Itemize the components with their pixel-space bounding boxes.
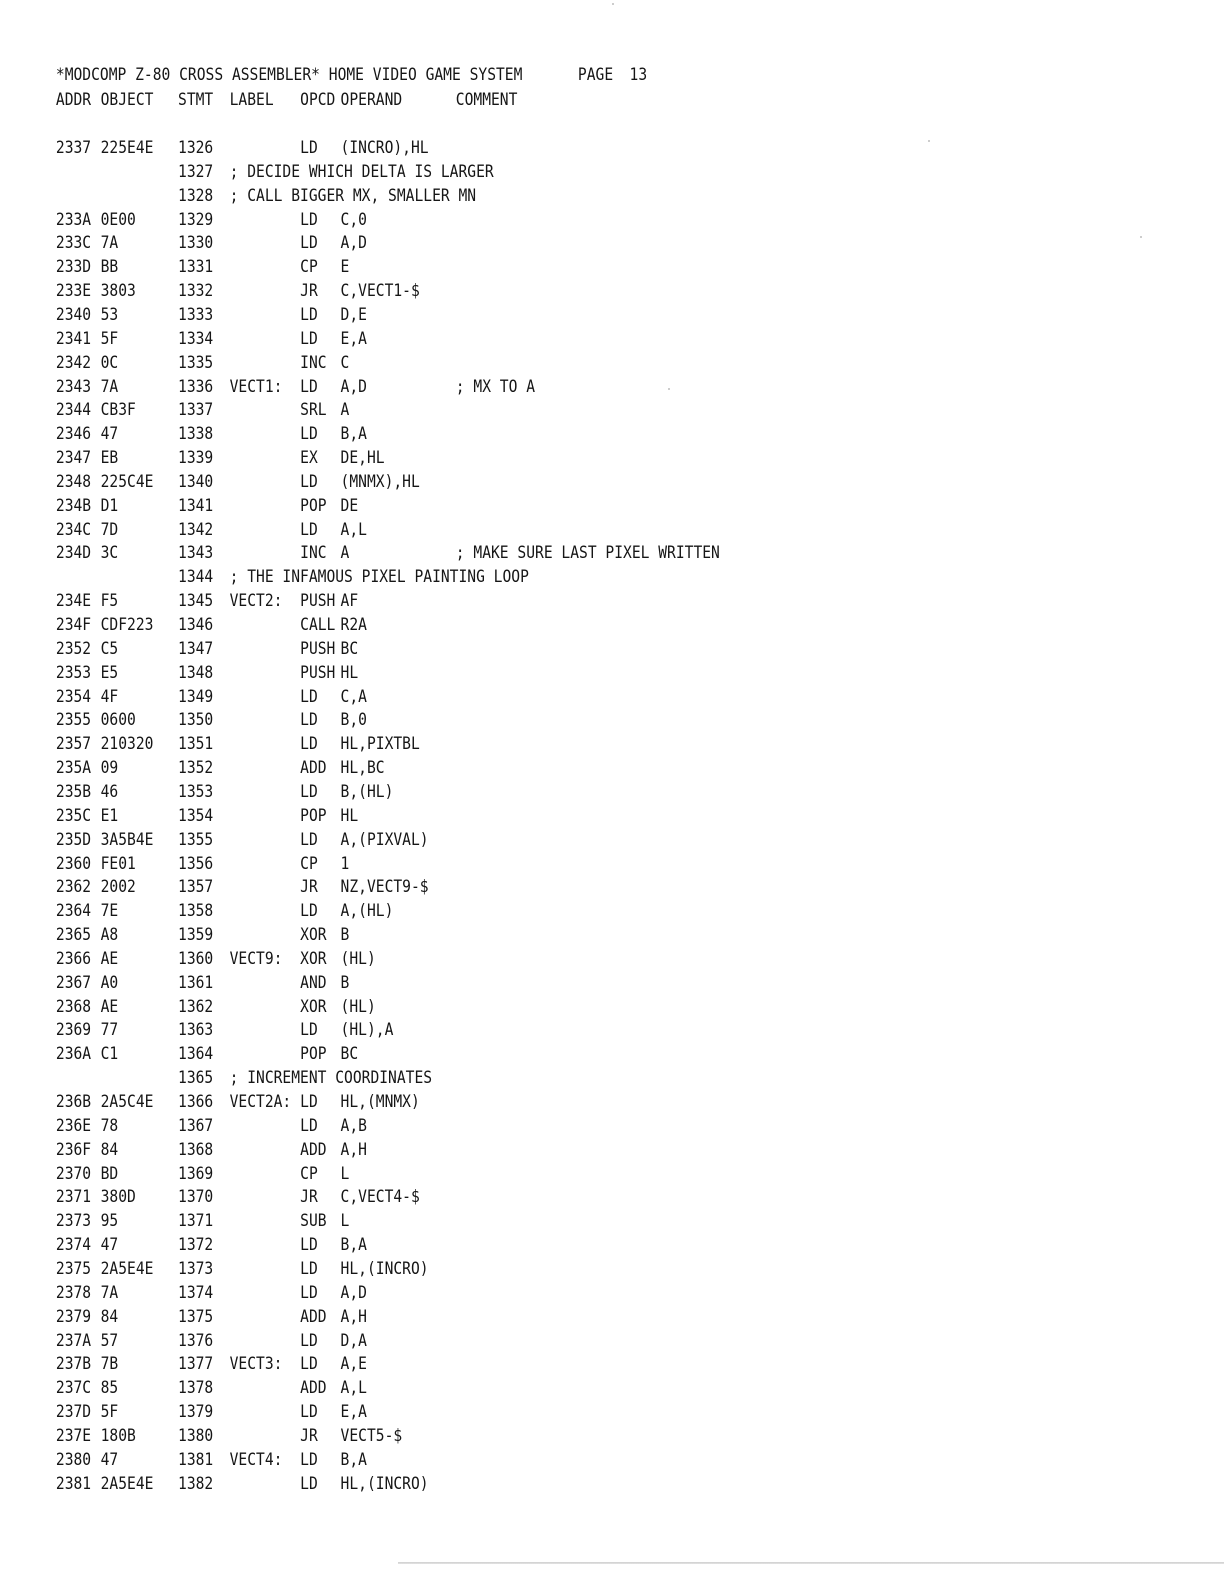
opcode-cell: LD xyxy=(300,304,318,325)
object-cell: 5F xyxy=(100,328,119,349)
opcode-cell: LD xyxy=(300,1330,318,1351)
addr-cell: 2353 xyxy=(55,662,92,683)
object-cell: 84 xyxy=(100,1306,119,1327)
stmt-cell: 1356 xyxy=(178,853,214,874)
addr-cell: 2374 xyxy=(55,1235,92,1256)
operand-cell: E,A xyxy=(340,328,367,349)
opcode-cell: CP xyxy=(300,257,318,278)
addr-cell: 234D xyxy=(55,543,92,564)
stmt-cell: 1352 xyxy=(178,758,214,779)
operand-cell: B xyxy=(340,925,350,946)
addr-cell: 234E xyxy=(55,591,92,612)
opcode-cell: LD xyxy=(300,686,318,707)
operand-cell: (HL) xyxy=(340,948,376,969)
object-cell: 0E00 xyxy=(100,209,136,230)
addr-cell: 2352 xyxy=(55,638,92,659)
opcode-cell: ADD xyxy=(300,1306,327,1327)
operand-cell: C,0 xyxy=(340,209,367,230)
scan-speck xyxy=(612,3,614,5)
addr-cell: 235C xyxy=(55,805,92,826)
stmt-cell: 1359 xyxy=(178,925,214,946)
operand-cell: D,E xyxy=(340,304,367,325)
operand-cell: A xyxy=(340,400,350,421)
object-cell: 53 xyxy=(100,304,119,325)
opcode-cell: ADD xyxy=(300,1378,327,1399)
stmt-cell: 1333 xyxy=(178,304,214,325)
object-cell: FE01 xyxy=(100,853,136,874)
opcode-cell: LD xyxy=(300,1092,318,1112)
object-cell: 4F xyxy=(100,686,119,707)
operand-cell: 1 xyxy=(340,853,350,874)
addr-cell: 2381 xyxy=(55,1473,92,1494)
opcode-cell: PUSH xyxy=(300,638,336,659)
stmt-cell: 1349 xyxy=(178,686,214,707)
object-cell: 2A5C4E xyxy=(100,1092,154,1112)
operand-cell: HL,(INCRO) xyxy=(340,1473,429,1494)
stmt-cell: 1348 xyxy=(178,662,214,683)
operand-cell: BC xyxy=(340,638,359,659)
stmt-cell: 1376 xyxy=(178,1330,214,1351)
operand-cell: B,A xyxy=(340,1235,367,1256)
opcode-cell: POP xyxy=(300,805,327,826)
stmt-cell: 1377 xyxy=(178,1354,214,1375)
stmt-cell: 1328 xyxy=(178,185,214,206)
stmt-cell: 1365 xyxy=(178,1068,214,1089)
opcode-cell: LD xyxy=(300,781,318,802)
operand-cell: A,D xyxy=(340,376,367,397)
object-cell: BD xyxy=(100,1163,119,1184)
opcode-cell: INC xyxy=(300,543,327,564)
operand-cell: A,E xyxy=(340,1354,367,1375)
operand-cell: HL,BC xyxy=(340,758,385,779)
opcode-cell: SUB xyxy=(300,1211,327,1232)
object-cell: BB xyxy=(100,257,119,278)
operand-cell: A,L xyxy=(340,519,367,540)
object-cell: D1 xyxy=(100,495,119,516)
stmt-cell: 1344 xyxy=(178,567,214,588)
scan-speck xyxy=(668,388,670,390)
object-cell: 0600 xyxy=(100,710,136,731)
label-cell: VECT1: xyxy=(229,376,283,397)
stmt-cell: 1364 xyxy=(178,1044,214,1065)
object-cell: EB xyxy=(100,448,119,469)
addr-cell: 235A xyxy=(55,758,92,779)
object-cell: E5 xyxy=(100,662,119,683)
page-number: 13 xyxy=(629,65,648,85)
addr-cell: 2343 xyxy=(55,376,92,397)
bottom-edge-line xyxy=(398,1562,1224,1564)
opcode-cell: PUSH xyxy=(300,591,336,612)
stmt-cell: 1346 xyxy=(178,615,214,635)
addr-cell: 2362 xyxy=(55,877,92,898)
operand-cell: B,A xyxy=(340,424,367,445)
operand-cell: DE xyxy=(340,495,359,516)
opcode-cell: LD xyxy=(300,424,318,445)
addr-cell: 236A xyxy=(55,1044,92,1065)
operand-cell: (MNMX),HL xyxy=(340,471,420,492)
object-cell: 210320 xyxy=(100,734,154,755)
stmt-cell: 1355 xyxy=(178,829,214,850)
operand-cell: HL,(MNMX) xyxy=(340,1092,420,1112)
addr-cell: 2357 xyxy=(55,734,92,755)
opcode-cell: LD xyxy=(300,710,318,731)
operand-cell: L xyxy=(340,1163,350,1184)
addr-cell: 2370 xyxy=(55,1163,92,1184)
object-cell: 180B xyxy=(100,1425,136,1446)
operand-cell: R2A xyxy=(340,615,367,635)
opcode-cell: LD xyxy=(300,209,318,230)
opcode-cell: LD xyxy=(300,1473,318,1494)
operand-cell: C,VECT1-$ xyxy=(340,281,420,302)
addr-cell: 237E xyxy=(55,1425,92,1446)
stmt-cell: 1370 xyxy=(178,1187,214,1208)
stmt-cell: 1338 xyxy=(178,424,214,445)
col-opcd-header: OPCD xyxy=(300,90,336,110)
addr-cell: 2364 xyxy=(55,901,92,922)
operand-cell: A,(HL) xyxy=(340,901,394,922)
opcode-cell: ADD xyxy=(300,1139,327,1160)
addr-cell: 234C xyxy=(55,519,92,540)
operand-cell: (HL) xyxy=(340,996,376,1017)
label-cell: ; DECIDE WHICH DELTA IS LARGER xyxy=(229,161,494,182)
stmt-cell: 1351 xyxy=(178,734,214,755)
stmt-cell: 1337 xyxy=(178,400,214,421)
opcode-cell: CP xyxy=(300,1163,318,1184)
opcode-cell: XOR xyxy=(300,925,327,946)
addr-cell: 2371 xyxy=(55,1187,92,1208)
addr-cell: 233C xyxy=(55,233,92,254)
opcode-cell: CALL xyxy=(300,615,336,635)
label-cell: ; CALL BIGGER MX, SMALLER MN xyxy=(229,185,477,206)
opcode-cell: LD xyxy=(300,138,318,158)
opcode-cell: INC xyxy=(300,352,327,373)
opcode-cell: LD xyxy=(300,1282,318,1303)
addr-cell: 2348 xyxy=(55,471,92,492)
stmt-cell: 1382 xyxy=(178,1473,214,1494)
addr-cell: 237B xyxy=(55,1354,92,1375)
object-cell: 7B xyxy=(100,1354,119,1375)
addr-cell: 236F xyxy=(55,1139,92,1160)
object-cell: 2A5E4E xyxy=(100,1258,154,1279)
operand-cell: VECT5-$ xyxy=(340,1425,403,1446)
operand-cell: (HL),A xyxy=(340,1020,394,1041)
label-cell: VECT2: xyxy=(229,591,283,612)
addr-cell: 2347 xyxy=(55,448,92,469)
object-cell: 78 xyxy=(100,1115,119,1136)
object-cell: 7D xyxy=(100,519,119,540)
stmt-cell: 1341 xyxy=(178,495,214,516)
object-cell: 47 xyxy=(100,424,119,445)
object-cell: 225C4E xyxy=(100,471,154,492)
operand-cell: (INCRO),HL xyxy=(340,138,429,158)
opcode-cell: LD xyxy=(300,471,318,492)
addr-cell: 2367 xyxy=(55,972,92,993)
operand-cell: B xyxy=(340,972,350,993)
addr-cell: 2365 xyxy=(55,925,92,946)
stmt-cell: 1330 xyxy=(178,233,214,254)
opcode-cell: SRL xyxy=(300,400,327,421)
operand-cell: AF xyxy=(340,591,359,612)
opcode-cell: JR xyxy=(300,1187,318,1208)
opcode-cell: PUSH xyxy=(300,662,336,683)
object-cell: 7E xyxy=(100,901,119,922)
addr-cell: 2342 xyxy=(55,352,92,373)
object-cell: 77 xyxy=(100,1020,119,1041)
object-cell: 225E4E xyxy=(100,138,154,158)
stmt-cell: 1353 xyxy=(178,781,214,802)
operand-cell: B,0 xyxy=(340,710,367,731)
object-cell: 2002 xyxy=(100,877,136,898)
addr-cell: 2340 xyxy=(55,304,92,325)
operand-cell: C xyxy=(340,352,350,373)
addr-cell: 237A xyxy=(55,1330,92,1351)
col-addr-header: ADDR xyxy=(55,90,92,110)
object-cell: 5F xyxy=(100,1402,119,1423)
label-cell: ; THE INFAMOUS PIXEL PAINTING LOOP xyxy=(229,567,529,588)
stmt-cell: 1366 xyxy=(178,1092,214,1112)
opcode-cell: JR xyxy=(300,877,318,898)
operand-cell: A,B xyxy=(340,1115,367,1136)
object-cell: 2A5E4E xyxy=(100,1473,154,1494)
object-cell: 47 xyxy=(100,1449,119,1470)
object-cell: 47 xyxy=(100,1235,119,1256)
operand-cell: L xyxy=(340,1211,350,1232)
addr-cell: 235B xyxy=(55,781,92,802)
addr-cell: 2379 xyxy=(55,1306,92,1327)
stmt-cell: 1358 xyxy=(178,901,214,922)
addr-cell: 233A xyxy=(55,209,92,230)
stmt-cell: 1373 xyxy=(178,1258,214,1279)
opcode-cell: LD xyxy=(300,1402,318,1423)
stmt-cell: 1363 xyxy=(178,1020,214,1041)
operand-cell: NZ,VECT9-$ xyxy=(340,877,429,898)
object-cell: CDF223 xyxy=(100,615,154,635)
stmt-cell: 1354 xyxy=(178,805,214,826)
col-object-header: OBJECT xyxy=(100,90,154,110)
opcode-cell: LD xyxy=(300,376,318,397)
opcode-cell: LD xyxy=(300,1115,318,1136)
opcode-cell: JR xyxy=(300,281,318,302)
operand-cell: A,(PIXVAL) xyxy=(340,829,429,850)
opcode-cell: POP xyxy=(300,495,327,516)
operand-cell: E,A xyxy=(340,1402,367,1423)
stmt-cell: 1332 xyxy=(178,281,214,302)
opcode-cell: LD xyxy=(300,519,318,540)
stmt-cell: 1357 xyxy=(178,877,214,898)
object-cell: 85 xyxy=(100,1378,119,1399)
object-cell: 95 xyxy=(100,1211,119,1232)
addr-cell: 2337 xyxy=(55,138,92,158)
stmt-cell: 1334 xyxy=(178,328,214,349)
operand-cell: A,H xyxy=(340,1139,367,1160)
opcode-cell: LD xyxy=(300,1020,318,1041)
page-label: PAGE xyxy=(577,65,614,85)
operand-cell: A xyxy=(340,543,350,564)
addr-cell: 234B xyxy=(55,495,92,516)
stmt-cell: 1326 xyxy=(178,138,214,158)
stmt-cell: 1347 xyxy=(178,638,214,659)
addr-cell: 2346 xyxy=(55,424,92,445)
addr-cell: 2378 xyxy=(55,1282,92,1303)
opcode-cell: POP xyxy=(300,1044,327,1065)
col-comment-header: COMMENT xyxy=(455,90,518,110)
object-cell: 84 xyxy=(100,1139,119,1160)
addr-cell: 2369 xyxy=(55,1020,92,1041)
operand-cell: B,A xyxy=(340,1449,367,1470)
stmt-cell: 1340 xyxy=(178,471,214,492)
object-cell: A0 xyxy=(100,972,119,993)
col-operand-header: OPERAND xyxy=(340,90,403,110)
opcode-cell: AND xyxy=(300,972,327,993)
addr-cell: 235D xyxy=(55,829,92,850)
opcode-cell: CP xyxy=(300,853,318,874)
operand-cell: D,A xyxy=(340,1330,367,1351)
object-cell: E1 xyxy=(100,805,119,826)
col-stmt-header: STMT xyxy=(178,90,214,110)
label-cell: VECT2A: xyxy=(229,1092,292,1112)
stmt-cell: 1374 xyxy=(178,1282,214,1303)
stmt-cell: 1380 xyxy=(178,1425,214,1446)
object-cell: 46 xyxy=(100,781,119,802)
operand-cell: A,H xyxy=(340,1306,367,1327)
stmt-cell: 1342 xyxy=(178,519,214,540)
stmt-cell: 1369 xyxy=(178,1163,214,1184)
opcode-cell: LD xyxy=(300,1235,318,1256)
addr-cell: 233E xyxy=(55,281,92,302)
object-cell: 0C xyxy=(100,352,119,373)
operand-cell: A,D xyxy=(340,1282,367,1303)
opcode-cell: LD xyxy=(300,1449,318,1470)
opcode-cell: LD xyxy=(300,901,318,922)
operand-cell: A,L xyxy=(340,1378,367,1399)
operand-cell: B,(HL) xyxy=(340,781,394,802)
addr-cell: 236E xyxy=(55,1115,92,1136)
operand-cell: C,VECT4-$ xyxy=(340,1187,420,1208)
addr-cell: 237C xyxy=(55,1378,92,1399)
addr-cell: 237D xyxy=(55,1402,92,1423)
stmt-cell: 1371 xyxy=(178,1211,214,1232)
object-cell: 09 xyxy=(100,758,119,779)
object-cell: AE xyxy=(100,948,119,969)
opcode-cell: ADD xyxy=(300,758,327,779)
listing-header xyxy=(0,63,648,87)
stmt-cell: 1345 xyxy=(178,591,214,612)
addr-cell: 2355 xyxy=(55,710,92,731)
stmt-cell: 1379 xyxy=(178,1402,214,1423)
object-cell: 380D xyxy=(100,1187,136,1208)
listing-title: *MODCOMP Z-80 CROSS ASSEMBLER* HOME VIDEO GAME SYSTEM xyxy=(55,65,523,85)
stmt-cell: 1362 xyxy=(178,996,214,1017)
stmt-cell: 1343 xyxy=(178,543,214,564)
opcode-cell: XOR xyxy=(300,948,327,969)
label-cell: VECT4: xyxy=(229,1449,283,1470)
opcode-cell: LD xyxy=(300,328,318,349)
addr-cell: 236B xyxy=(55,1092,92,1112)
addr-cell: 2380 xyxy=(55,1449,92,1470)
scan-speck xyxy=(1140,236,1142,238)
column-headers xyxy=(0,88,518,112)
operand-cell: BC xyxy=(340,1044,359,1065)
stmt-cell: 1367 xyxy=(178,1115,214,1136)
opcode-cell: EX xyxy=(300,448,318,469)
stmt-cell: 1372 xyxy=(178,1235,214,1256)
addr-cell: 2368 xyxy=(55,996,92,1017)
operand-cell: HL xyxy=(340,662,359,683)
label-cell: ; INCREMENT COORDINATES xyxy=(229,1068,433,1089)
stmt-cell: 1350 xyxy=(178,710,214,731)
stmt-cell: 1360 xyxy=(178,948,214,969)
opcode-cell: LD xyxy=(300,233,318,254)
addr-cell: 233D xyxy=(55,257,92,278)
opcode-cell: JR xyxy=(300,1425,318,1446)
object-cell: 7A xyxy=(100,1282,119,1303)
opcode-cell: LD xyxy=(300,734,318,755)
object-cell: AE xyxy=(100,996,119,1017)
object-cell: C1 xyxy=(100,1044,119,1065)
addr-cell: 2354 xyxy=(55,686,92,707)
col-label-header: LABEL xyxy=(229,90,274,110)
opcode-cell: LD xyxy=(300,1354,318,1375)
stmt-cell: 1378 xyxy=(178,1378,214,1399)
addr-cell: 2360 xyxy=(55,853,92,874)
label-cell: VECT3: xyxy=(229,1354,283,1375)
operand-cell: A,D xyxy=(340,233,367,254)
operand-cell: E xyxy=(340,257,350,278)
addr-cell: 2366 xyxy=(55,948,92,969)
stmt-cell: 1331 xyxy=(178,257,214,278)
stmt-cell: 1339 xyxy=(178,448,214,469)
object-cell: A8 xyxy=(100,925,119,946)
stmt-cell: 1375 xyxy=(178,1306,214,1327)
label-cell: VECT9: xyxy=(229,948,283,969)
operand-cell: C,A xyxy=(340,686,367,707)
object-cell: F5 xyxy=(100,591,119,612)
stmt-cell: 1368 xyxy=(178,1139,214,1160)
addr-cell: 2341 xyxy=(55,328,92,349)
stmt-cell: 1335 xyxy=(178,352,214,373)
object-cell: 3803 xyxy=(100,281,136,302)
stmt-cell: 1327 xyxy=(178,161,214,182)
stmt-cell: 1381 xyxy=(178,1449,214,1470)
comment-cell: ; MX TO A xyxy=(455,376,536,397)
addr-cell: 2373 xyxy=(55,1211,92,1232)
operand-cell: HL,(INCRO) xyxy=(340,1258,429,1279)
operand-cell: HL,PIXTBL xyxy=(340,734,420,755)
object-cell: 7A xyxy=(100,233,119,254)
scan-speck xyxy=(928,140,930,142)
object-cell: 7A xyxy=(100,376,119,397)
addr-cell: 234F xyxy=(55,615,92,635)
stmt-cell: 1361 xyxy=(178,972,214,993)
object-cell: 57 xyxy=(100,1330,119,1351)
object-cell: C5 xyxy=(100,638,119,659)
comment-cell: ; MAKE SURE LAST PIXEL WRITTEN xyxy=(455,543,720,564)
stmt-cell: 1329 xyxy=(178,209,214,230)
operand-cell: DE,HL xyxy=(340,448,385,469)
opcode-cell: XOR xyxy=(300,996,327,1017)
addr-cell: 2344 xyxy=(55,400,92,421)
addr-cell: 2375 xyxy=(55,1258,92,1279)
stmt-cell: 1336 xyxy=(178,376,214,397)
opcode-cell: LD xyxy=(300,1258,318,1279)
object-cell: CB3F xyxy=(100,400,136,421)
object-cell: 3A5B4E xyxy=(100,829,154,850)
opcode-cell: LD xyxy=(300,829,318,850)
object-cell: 3C xyxy=(100,543,119,564)
operand-cell: HL xyxy=(340,805,359,826)
